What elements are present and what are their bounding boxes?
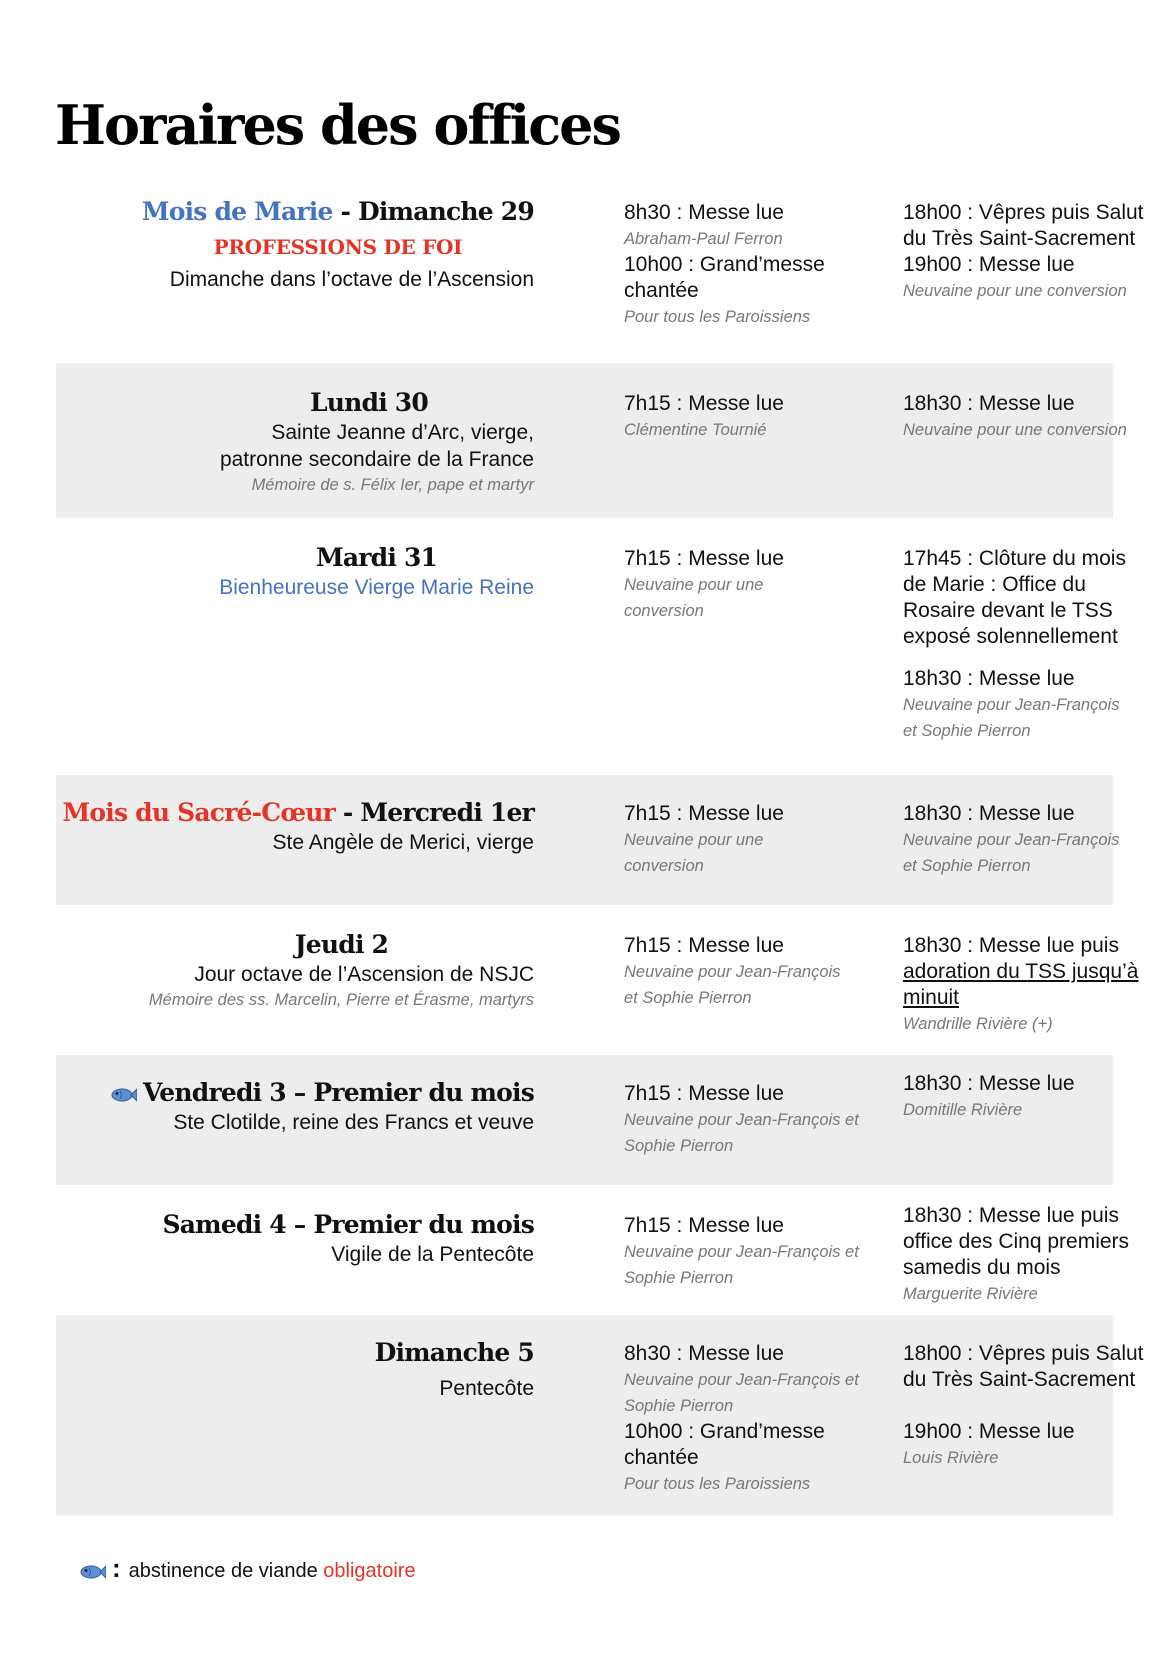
- evening-offices: [903, 933, 1165, 1037]
- morning-offices: [624, 1341, 884, 1497]
- mass-time: 18h30 : Messe lue: [903, 667, 1075, 690]
- mass-intention: Clémentine Tournié: [624, 421, 767, 439]
- mass-intention: Neuvaine pour Jean-François et Sophie Pierron: [624, 1371, 859, 1415]
- evening-offices: [903, 546, 1165, 744]
- mass-time: 17h45 : Clôture du mois de Marie : Office du Rosaire devant le TSS exposé solennellement: [903, 547, 1126, 648]
- mass-time: 18h30 : Messe lue: [903, 392, 1075, 415]
- month-label: Mois du Sacré-Cœur: [62, 798, 335, 827]
- mass-time: 8h30 : Messe lue: [624, 201, 784, 224]
- day-info: [204, 387, 534, 497]
- fish-icon: [111, 1087, 137, 1103]
- legend: [80, 1553, 416, 1584]
- day-label: Dimanche 29: [357, 197, 534, 226]
- mass-intention: Neuvaine pour Jean-François et Sophie Pierron: [624, 1243, 859, 1287]
- feast-description: Bienheureuse Vierge Marie Reine: [219, 576, 534, 599]
- schedule-row-jeudi-2: [56, 905, 1139, 1055]
- mass-time: 7h15 : Messe lue: [624, 802, 784, 825]
- day-info: Mois du Sacré-Cœur - Mercredi 1er Ste Angèle de Merici, vierge: [62, 798, 534, 854]
- special-label: PROFESSIONS DE FOI: [213, 235, 463, 259]
- feast-description: Ste Angèle de Merici, vierge: [272, 831, 534, 854]
- mass-intention: Neuvaine pour une conversion: [624, 576, 764, 620]
- feast-description: Sainte Jeanne d’Arc, vierge, patronne secondaire de la France: [219, 421, 534, 471]
- mass-time: 7h15 : Messe lue: [624, 547, 784, 570]
- mass-time: 10h00 : Grand’messe chantée: [624, 253, 825, 302]
- mass-intention: Abraham-Paul Ferron: [624, 230, 783, 248]
- schedule-row-dimanche-5: [56, 1315, 1144, 1515]
- mass-time: 18h30 : Messe lue: [903, 802, 1075, 825]
- evening-offices: [903, 1341, 1165, 1471]
- mass-time: 18h00 : Vêpres puis Salut du Très Saint-Sacrement: [903, 201, 1144, 250]
- day-info: [111, 1077, 534, 1136]
- commemoration: Mémoire des ss. Marcelin, Pierre et Érasme, martyrs: [148, 991, 534, 1009]
- mass-time: 10h00 : Grand’messe chantée: [624, 1420, 825, 1469]
- evening-offices: [903, 1203, 1165, 1307]
- evening-offices: [903, 391, 1165, 443]
- morning-offices: [624, 1081, 884, 1159]
- morning-offices: [624, 391, 884, 443]
- mass-intention: Neuvaine pour Jean-François et Sophie Pierron: [903, 831, 1120, 875]
- mass-time: 18h30 : Messe lue puis office des Cinq premiers samedis du mois: [903, 1204, 1130, 1279]
- feast-description: Jour octave de l’Ascension de NSJC: [194, 963, 534, 986]
- day-label: Jeudi 2: [294, 930, 389, 959]
- mass-intention: Wandrille Rivière (+): [903, 1015, 1053, 1033]
- mass-intention: Neuvaine pour une conversion: [903, 421, 1127, 439]
- adoration-note: adoration du TSS jusqu’à minuit: [903, 960, 1139, 1009]
- mass-time: 8h30 : Messe lue: [624, 1342, 784, 1365]
- feast-description: Dimanche dans l’octave de l’Ascension: [169, 268, 534, 291]
- mass-time: 7h15 : Messe lue: [624, 934, 784, 957]
- schedule-row-mercredi-1er: [56, 775, 1120, 905]
- mass-time: 18h30 : Messe lue puis: [903, 934, 1119, 957]
- evening-offices: [903, 801, 1165, 879]
- commemoration: Mémoire de s. Félix Ier, pape et martyr: [251, 476, 534, 494]
- day-label: Dimanche 5: [374, 1338, 534, 1367]
- mass-intention: Neuvaine pour une conversion: [903, 282, 1127, 300]
- day-label: Mercredi 1er: [360, 798, 534, 827]
- schedule-row-mardi-31: [56, 520, 1126, 770]
- mass-intention: Louis Rivière: [903, 1449, 999, 1467]
- day-label: Vendredi 3 – Premier du mois: [143, 1078, 534, 1107]
- mass-intention: Neuvaine pour Jean-François et Sophie Pierron: [624, 1111, 859, 1155]
- mass-intention: Domitille Rivière: [903, 1101, 1023, 1119]
- mass-time: 18h00 : Vêpres puis Salut du Très Saint-Sacrement: [903, 1342, 1144, 1391]
- schedule-row-dimanche-29: [56, 190, 1144, 340]
- month-label: Mois de Marie: [141, 197, 333, 226]
- day-label: Lundi 30: [309, 388, 428, 417]
- mass-time: 7h15 : Messe lue: [624, 392, 784, 415]
- legend-text: abstinence de viande: [128, 1560, 318, 1582]
- mass-intention: Pour tous les Paroissiens: [624, 1475, 811, 1493]
- mass-time: 7h15 : Messe lue: [624, 1214, 784, 1237]
- day-label: Samedi 4 – Premier du mois: [162, 1210, 534, 1239]
- morning-offices: [624, 200, 884, 330]
- feast-description: Vigile de la Pentecôte: [331, 1243, 534, 1266]
- morning-offices: [624, 801, 884, 879]
- mass-intention: Neuvaine pour une conversion: [624, 831, 764, 875]
- schedule-row-samedi-4: [56, 1185, 1130, 1315]
- schedule-row-vendredi-3: [56, 1055, 1113, 1185]
- morning-offices: [624, 1213, 884, 1291]
- evening-offices: [903, 1071, 1165, 1123]
- day-info: [219, 542, 534, 601]
- legend-highlight: obligatoire: [323, 1560, 416, 1582]
- schedule-row-lundi-30: [56, 363, 1127, 518]
- day-label: Mardi 31: [316, 543, 438, 572]
- mass-intention: Neuvaine pour Jean-François et Sophie Pierron: [903, 696, 1120, 740]
- legend-colon: :: [112, 1553, 121, 1583]
- feast-description: Ste Clotilde, reine des Francs et veuve: [173, 1111, 534, 1134]
- morning-offices: [624, 933, 884, 1011]
- feast-description: Pentecôte: [439, 1377, 534, 1400]
- mass-time: 19h00 : Messe lue: [903, 253, 1075, 276]
- mass-time: 18h30 : Messe lue: [903, 1072, 1075, 1095]
- page-title: Horaires des offices: [55, 93, 620, 157]
- mass-time: 19h00 : Messe lue: [903, 1420, 1075, 1443]
- evening-offices: [903, 200, 1165, 304]
- morning-offices: [624, 546, 884, 624]
- day-info: Mois de Marie - Dimanche 29 PROFESSIONS DE FOI Dimanche dans l’octave de l’Ascension: [141, 197, 534, 291]
- mass-intention: Neuvaine pour Jean-François et Sophie Pierron: [624, 963, 841, 1007]
- day-info: [149, 929, 534, 1012]
- fish-icon: [80, 1564, 106, 1580]
- mass-intention: Marguerite Rivière: [903, 1285, 1038, 1303]
- mass-time: 7h15 : Messe lue: [624, 1082, 784, 1105]
- day-info: [375, 1337, 534, 1402]
- day-info: [163, 1209, 534, 1268]
- mass-intention: Pour tous les Paroissiens: [624, 308, 811, 326]
